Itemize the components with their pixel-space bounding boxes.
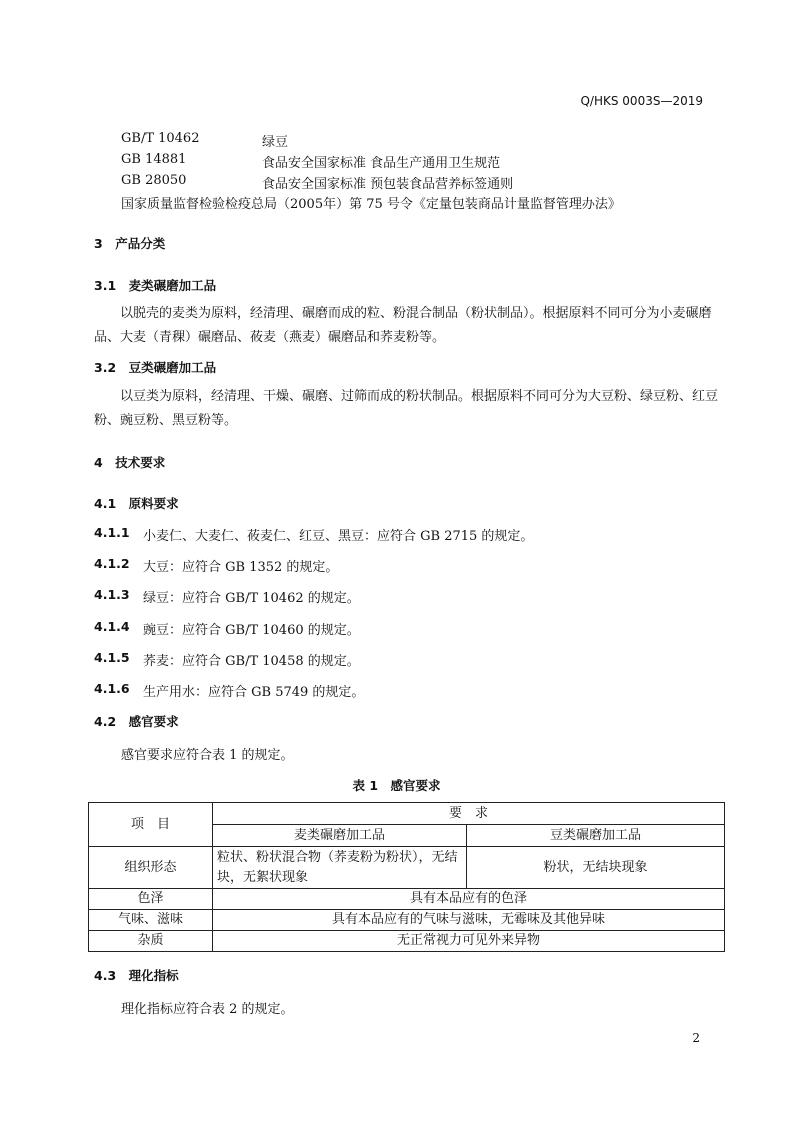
- table-row: [89, 803, 725, 825]
- section-4-3-title: 4.3 理化指标: [94, 968, 179, 983]
- ref-code: GB/T 10462: [121, 131, 200, 146]
- row-label: 杂质: [89, 931, 213, 952]
- header-requirement: 要 求: [213, 803, 725, 825]
- page-number: 2: [692, 1031, 700, 1045]
- req-text: 豌豆：应符合 GB/T 10460 的规定。: [143, 623, 360, 638]
- req-text: 绿豆：应符合 GB/T 10462 的规定。: [143, 591, 360, 606]
- section-3-2-text: 以豆类为原料，经清理、干燥、碾磨、过筛而成的粉状制品。根据原料不同可分为大豆粉、绿豆粉、红豆粉、豌豆粉、黑豆粉等。: [94, 389, 719, 428]
- section-4-2-title: 4.2 感官要求: [94, 714, 179, 729]
- table-row: [89, 910, 725, 931]
- ref-desc: 食品安全国家标准 食品生产通用卫生规范: [262, 156, 501, 171]
- req-text: 大豆：应符合 GB 1352 的规定。: [143, 560, 339, 575]
- req-number: 4.1.2: [94, 556, 130, 571]
- req-number: 4.1.3: [94, 587, 130, 602]
- section-3-title: 3 产品分类: [94, 236, 166, 251]
- header-bean: 豆类碾磨加工品: [467, 825, 725, 847]
- req-number: 4.1.1: [94, 525, 130, 540]
- section-4-3-text: 理化指标应符合表 2 的规定。: [121, 1002, 294, 1017]
- section-4-2-text: 感官要求应符合表 1 的规定。: [121, 748, 294, 763]
- ref-order: 国家质量监督检验检疫总局（2005年）第 75 号令《定量包装商品计量监督管理办法》: [121, 197, 621, 212]
- cell-value: 粉状，无结块现象: [467, 847, 725, 889]
- section-3-1-title: 3.1 麦类碾磨加工品: [94, 278, 217, 293]
- row-label: 色泽: [89, 889, 213, 910]
- table-row: [89, 931, 725, 952]
- ref-code: GB 28050: [121, 173, 187, 188]
- req-text: 生产用水：应符合 GB 5749 的规定。: [143, 685, 365, 700]
- req-number: 4.1.5: [94, 650, 130, 665]
- ref-desc: 绿豆: [262, 135, 289, 150]
- sensory-requirements-table: [88, 802, 725, 952]
- table-caption: 表 1 感官要求: [352, 778, 441, 793]
- header-wheat: 麦类碾磨加工品: [213, 825, 467, 847]
- header-item: 项 目: [89, 803, 213, 847]
- ref-code: GB 14881: [121, 152, 187, 167]
- req-number: 4.1.4: [94, 619, 130, 634]
- table-row: [89, 847, 725, 889]
- table-row: [89, 889, 725, 910]
- req-text: 小麦仁、大麦仁、莜麦仁、红豆、黑豆：应符合 GB 2715 的规定。: [143, 529, 534, 544]
- cell-value: 具有本品应有的气味与滋味，无霉味及其他异味: [213, 910, 725, 931]
- row-label: 组织形态: [89, 847, 213, 889]
- document-code: Q/HKS 0003S—2019: [580, 94, 703, 108]
- cell-value: 具有本品应有的色泽: [213, 889, 725, 910]
- cell-value: 粒状、粉状混合物（荞麦粉为粉状），无结块，无絮状现象: [213, 847, 467, 889]
- row-label: 气味、滋味: [89, 910, 213, 931]
- cell-value: 无正常视力可见外来异物: [213, 931, 725, 952]
- section-3-1-text: 以脱壳的麦类为原料，经清理、碾磨而成的粒、粉混合制品（粉状制品）。根据原料不同可分为小麦碾磨品、大麦（青稞）碾磨品、莜麦（燕麦）碾磨品和荞麦粉等。: [94, 306, 712, 345]
- req-number: 4.1.6: [94, 681, 130, 696]
- section-4-title: 4 技术要求: [94, 455, 166, 470]
- req-text: 荞麦：应符合 GB/T 10458 的规定。: [143, 654, 360, 669]
- section-4-1-title: 4.1 原料要求: [94, 496, 179, 511]
- section-3-2-title: 3.2 豆类碾磨加工品: [94, 360, 217, 375]
- ref-desc: 食品安全国家标准 预包装食品营养标签通则: [262, 177, 514, 192]
